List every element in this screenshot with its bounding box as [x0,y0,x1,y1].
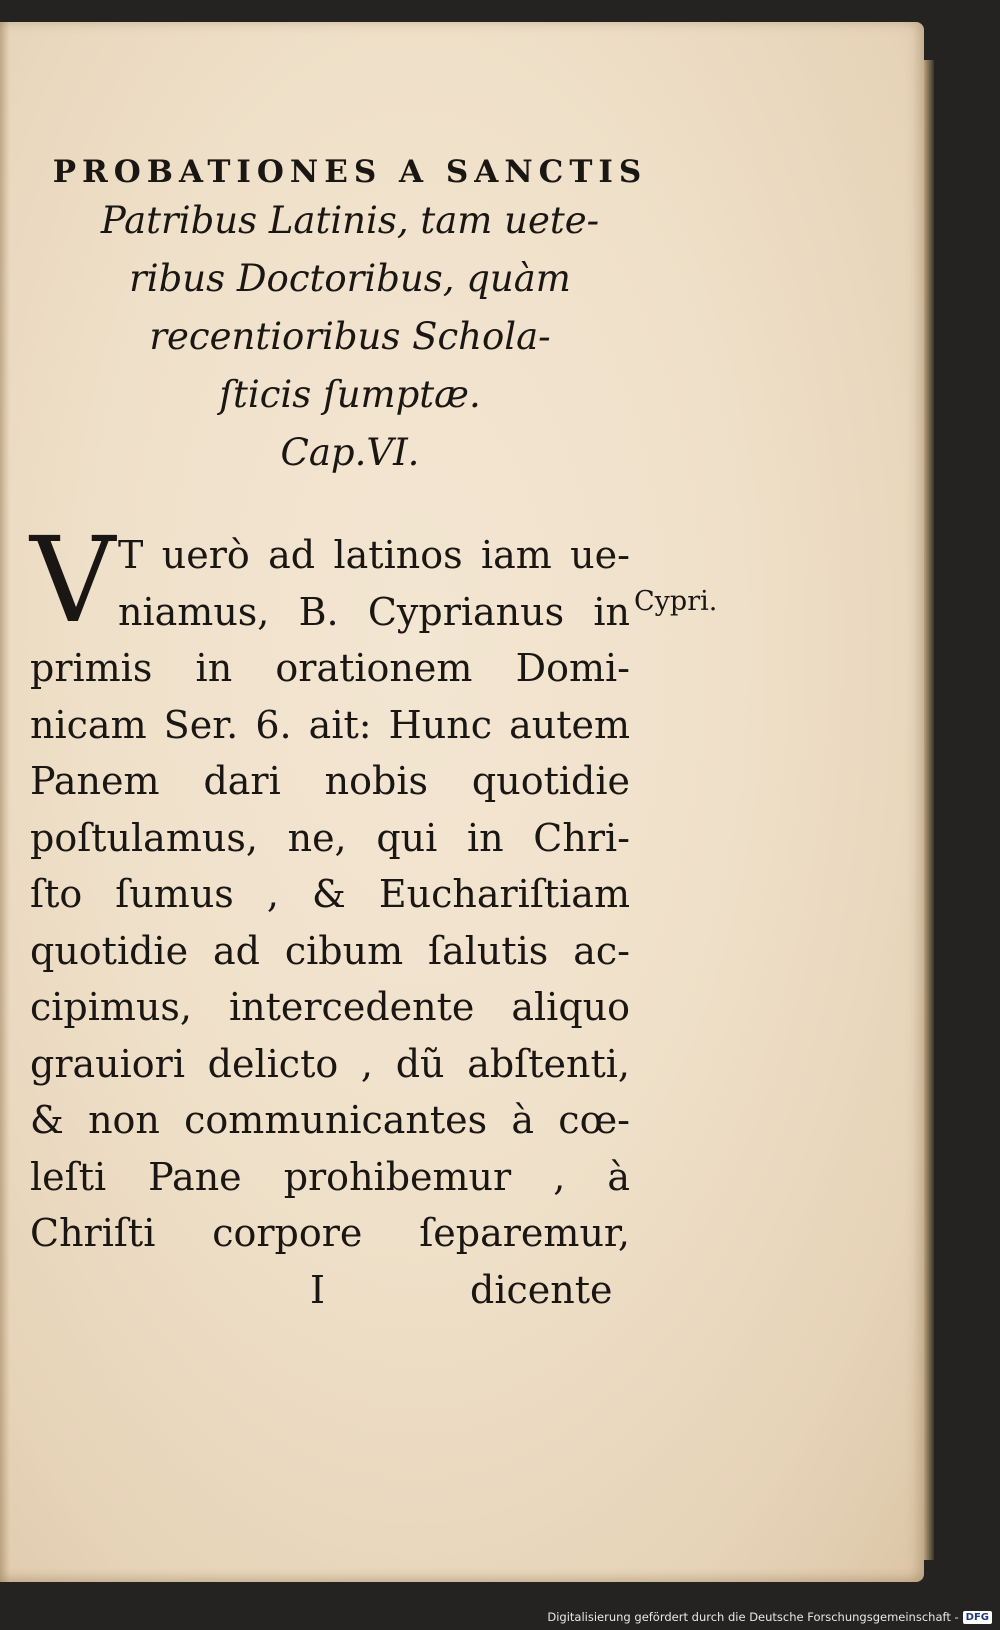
chapter-heading [30,152,670,482]
heading-line-4: recentioribus Schola- [149,315,551,358]
drop-cap: V [30,511,116,649]
body-line: T uerò ad latinos iam ue- [118,533,630,577]
body-text [30,511,630,1318]
dfg-logo-icon: DFG [963,1611,992,1624]
book-page [0,22,924,1582]
heading-line-5: ſticis ſumptæ. [219,373,481,416]
body-line: poſtulamus, ne, qui in Chri- [30,815,630,860]
heading-line-3: ribus Doctoribus, quàm [129,257,571,300]
digitization-credit [547,1610,992,1624]
body-line: Chriſti corpore ſeparemur, [30,1211,630,1255]
marginal-note: Cypri. [634,586,718,617]
body-line: grauiori delicto , dũ abſtenti, [30,1041,630,1086]
chapter-number: Cap.VI. [280,431,420,474]
heading-line-2: Patribus Latinis, tam uete- [100,199,600,242]
catchword: dicente [470,1267,613,1312]
body-line: & non communicantes à cœ- [30,1098,630,1142]
body-line: quotidie ad cibum ſalutis ac- [30,928,630,973]
heading-line-1: PROBATIONES A SANCTIS [52,154,648,190]
body-line: cipimus, intercedente aliquo [30,985,630,1029]
body-line: primis in orationem Domi- [30,646,630,690]
body-line: leſti Pane prohibemur , à [30,1154,630,1199]
body-line: Panem dari nobis quotidie [30,759,630,803]
signature-mark: I [310,1267,326,1312]
page-edge [924,60,934,1560]
signature-line [30,1262,630,1319]
body-line: nicam Ser. 6. ait: Hunc autem [30,702,630,747]
body-line: niamus, B. Cyprianus in [118,589,630,634]
credit-text: Digitalisierung gefördert durch die Deutsche Forschungsgemeinschaft - [547,1610,959,1624]
body-line: ſto ſumus , & Euchariſtiam [30,872,630,916]
